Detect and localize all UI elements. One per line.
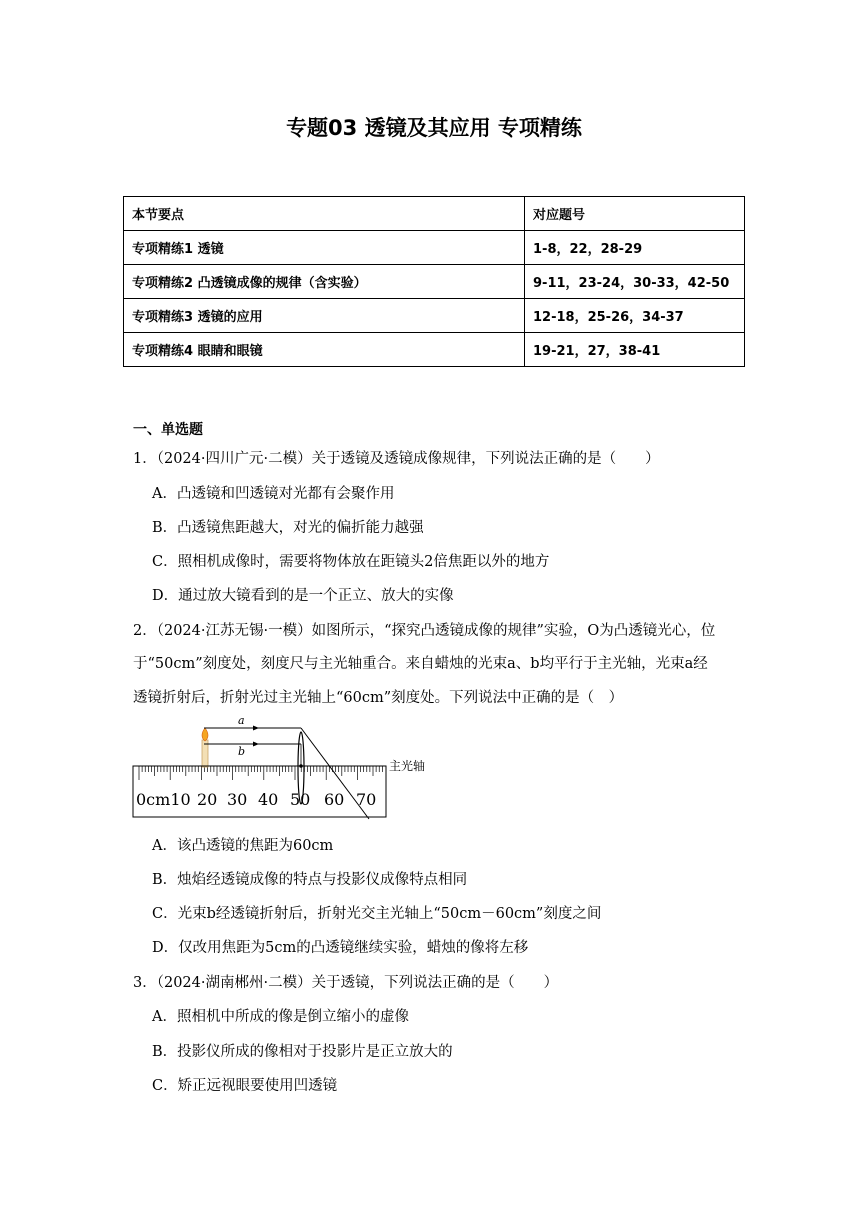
optical-center bbox=[299, 764, 303, 768]
table-header-row bbox=[124, 197, 745, 231]
ray-b-label: b bbox=[238, 745, 246, 758]
table-cell: 专项精练2 凸透镜成像的规律（含实验） bbox=[124, 265, 525, 299]
page-title: 专题03 透镜及其应用 专项精练 bbox=[286, 116, 582, 140]
question-stem: 1．（2024·四川广元·二模）关于透镜及透镜成像规律，下列说法正确的是（ ） bbox=[133, 451, 660, 467]
ray-a-arrow bbox=[253, 726, 259, 731]
option: A．该凸透镜的焦距为60cm bbox=[152, 838, 334, 854]
table-cell: 12-18，25-26，34-37 bbox=[525, 299, 745, 333]
table-header-cell: 对应题号 bbox=[525, 197, 745, 231]
ray-b-arrow bbox=[253, 742, 259, 747]
ruler-label: 50 bbox=[290, 790, 311, 809]
section-title: 一、单选题 bbox=[133, 422, 203, 438]
option: C．照相机成像时，需要将物体放在距镜头2倍焦距以外的地方 bbox=[152, 554, 550, 570]
question-stem: 2．（2024·江苏无锡·一模）如图所示，“探究凸透镜成像的规律”实验，O为凸透镜光心，位 bbox=[133, 623, 716, 639]
ruler-label: 40 bbox=[258, 790, 279, 809]
option: A．凸透镜和凹透镜对光都有会聚作用 bbox=[152, 486, 395, 502]
option: B．投影仪所成的像相对于投影片是正立放大的 bbox=[152, 1044, 453, 1060]
table-header-cell: 本节要点 bbox=[124, 197, 525, 231]
candle-flame bbox=[202, 728, 208, 741]
table-row bbox=[124, 231, 745, 265]
option: C．光束b经透镜折射后，折射光交主光轴上“50cm－60cm”刻度之间 bbox=[152, 906, 602, 922]
ruler-label: 20 bbox=[197, 790, 218, 809]
option: B．烛焰经透镜成像的特点与投影仪成像特点相同 bbox=[152, 872, 468, 888]
principal-axis-label: 主光轴 bbox=[389, 759, 426, 773]
ruler-label: 70 bbox=[356, 790, 377, 809]
topic-table bbox=[123, 196, 745, 367]
table-cell: 1-8，22，28-29 bbox=[525, 231, 745, 265]
table-row bbox=[124, 333, 745, 367]
question-stem: 于“50cm”刻度处，刻度尺与主光轴重合。来自蜡烛的光束a、b均平行于主光轴，光束a经 bbox=[133, 656, 708, 672]
question-stem: 透镜折射后，折射光过主光轴上“60cm”刻度处。下列说法中正确的是（ ） bbox=[133, 690, 624, 706]
question-stem: 3．（2024·湖南郴州·二模）关于透镜，下列说法正确的是（ ） bbox=[133, 975, 559, 991]
option: C．矫正远视眼要使用凹透镜 bbox=[152, 1078, 338, 1094]
table-row bbox=[124, 299, 745, 333]
table-cell: 19-21，27，38-41 bbox=[525, 333, 745, 367]
table-cell: 专项精练3 透镜的应用 bbox=[124, 299, 525, 333]
lens-experiment-figure bbox=[132, 716, 432, 821]
ruler-label: 60 bbox=[324, 790, 345, 809]
ruler-label: 0cm10 bbox=[136, 790, 191, 809]
option: A．照相机中所成的像是倒立缩小的虚像 bbox=[152, 1009, 409, 1025]
table-row bbox=[124, 265, 745, 299]
table-cell: 9-11，23-24，30-33，42-50 bbox=[525, 265, 745, 299]
table-cell: 专项精练1 透镜 bbox=[124, 231, 525, 265]
table-cell: 专项精练4 眼睛和眼镜 bbox=[124, 333, 525, 367]
option: B．凸透镜焦距越大，对光的偏折能力越强 bbox=[152, 520, 424, 536]
ruler-label: 30 bbox=[227, 790, 248, 809]
option: D．仅改用焦距为5cm的凸透镜继续实验，蜡烛的像将左移 bbox=[152, 940, 529, 956]
option: D．通过放大镜看到的是一个正立、放大的实像 bbox=[152, 588, 454, 604]
ray-a-label: a bbox=[238, 716, 245, 727]
